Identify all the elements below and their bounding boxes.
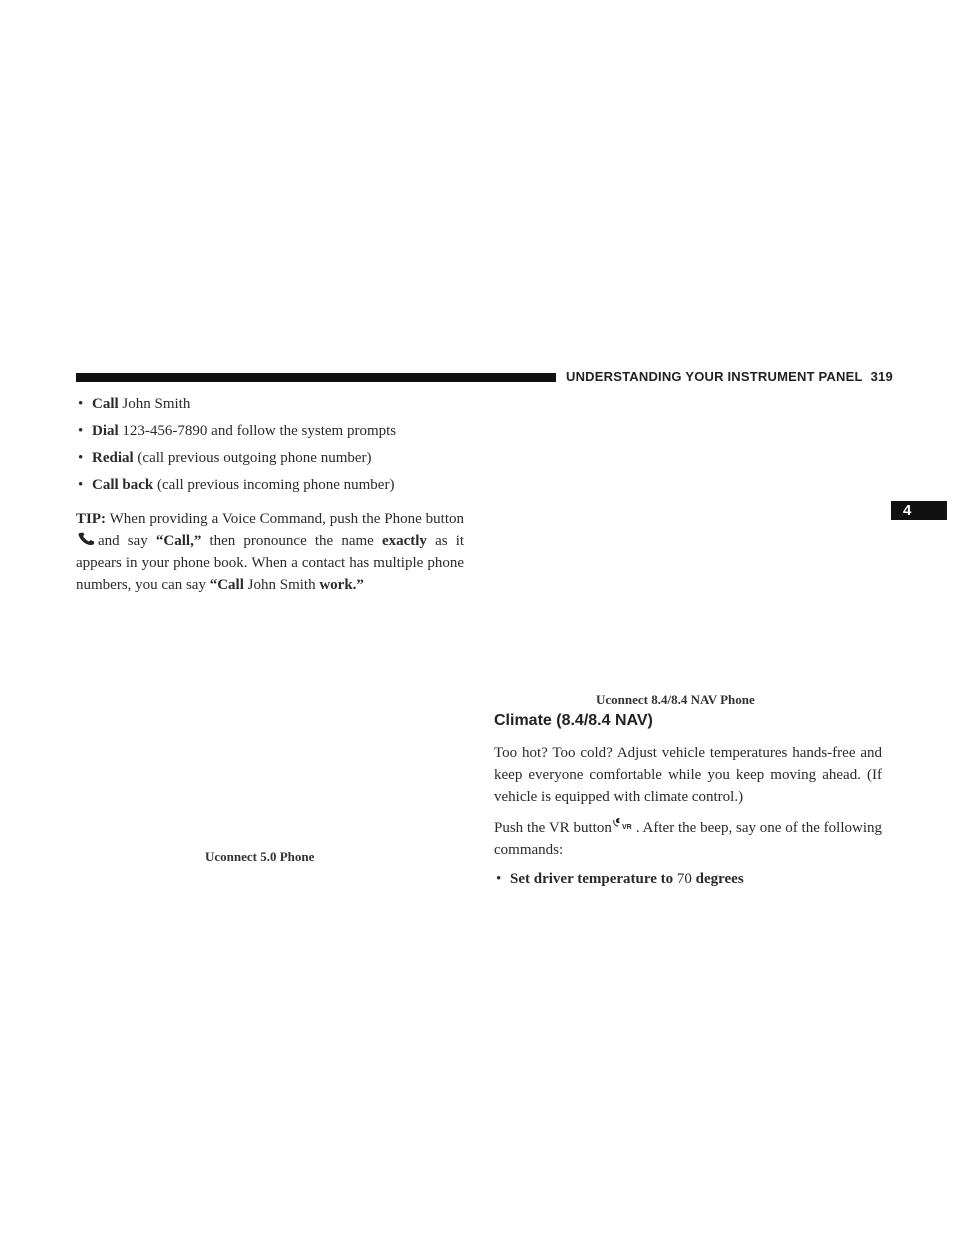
page-number: 319 — [870, 369, 893, 384]
list-item: • Redial (call previous outgoing phone number) — [78, 450, 372, 466]
list-item: • Dial 123-456-7890 and follow the system prompts — [78, 423, 397, 439]
figure-caption-uconnect-5: Uconnect 5.0 Phone — [205, 849, 315, 864]
header-rule — [76, 373, 556, 382]
voice-recognition-icon — [613, 815, 635, 829]
right-column — [494, 710, 882, 890]
phone-icon — [78, 531, 96, 545]
left-column — [76, 393, 464, 596]
list-item: • Set driver temperature to 70 degrees — [496, 871, 744, 887]
list-item: • Call back (call previous incoming phone number) — [78, 477, 395, 493]
tip-paragraph: TIP: When providing a Voice Command, push the Phone buttonand say “Call,” then pronounce the name exactly as it appears in your phone book. When a contact has multiple phone numbers, you can say “Call John Smith work.” — [76, 511, 465, 593]
list-item: • Call John Smith — [78, 396, 191, 412]
vr-instruction: Push the VR button VR . After the beep, say one of the following commands: — [494, 815, 882, 861]
running-header — [566, 369, 893, 384]
section-heading: Climate (8.4/8.4 NAV) — [494, 712, 653, 729]
svg-text:VR: VR — [621, 824, 632, 830]
chapter-tab: 4 — [891, 501, 947, 520]
section-title: UNDERSTANDING YOUR INSTRUMENT PANEL — [566, 369, 863, 384]
figure-caption-uconnect-8-4: Uconnect 8.4/8.4 NAV Phone — [596, 692, 755, 707]
climate-intro: Too hot? Too cold? Adjust vehicle temperatures hands-free and keep everyone comfortable while you keep moving ahead. (If vehicle is equipped with climate control.) — [494, 745, 882, 805]
